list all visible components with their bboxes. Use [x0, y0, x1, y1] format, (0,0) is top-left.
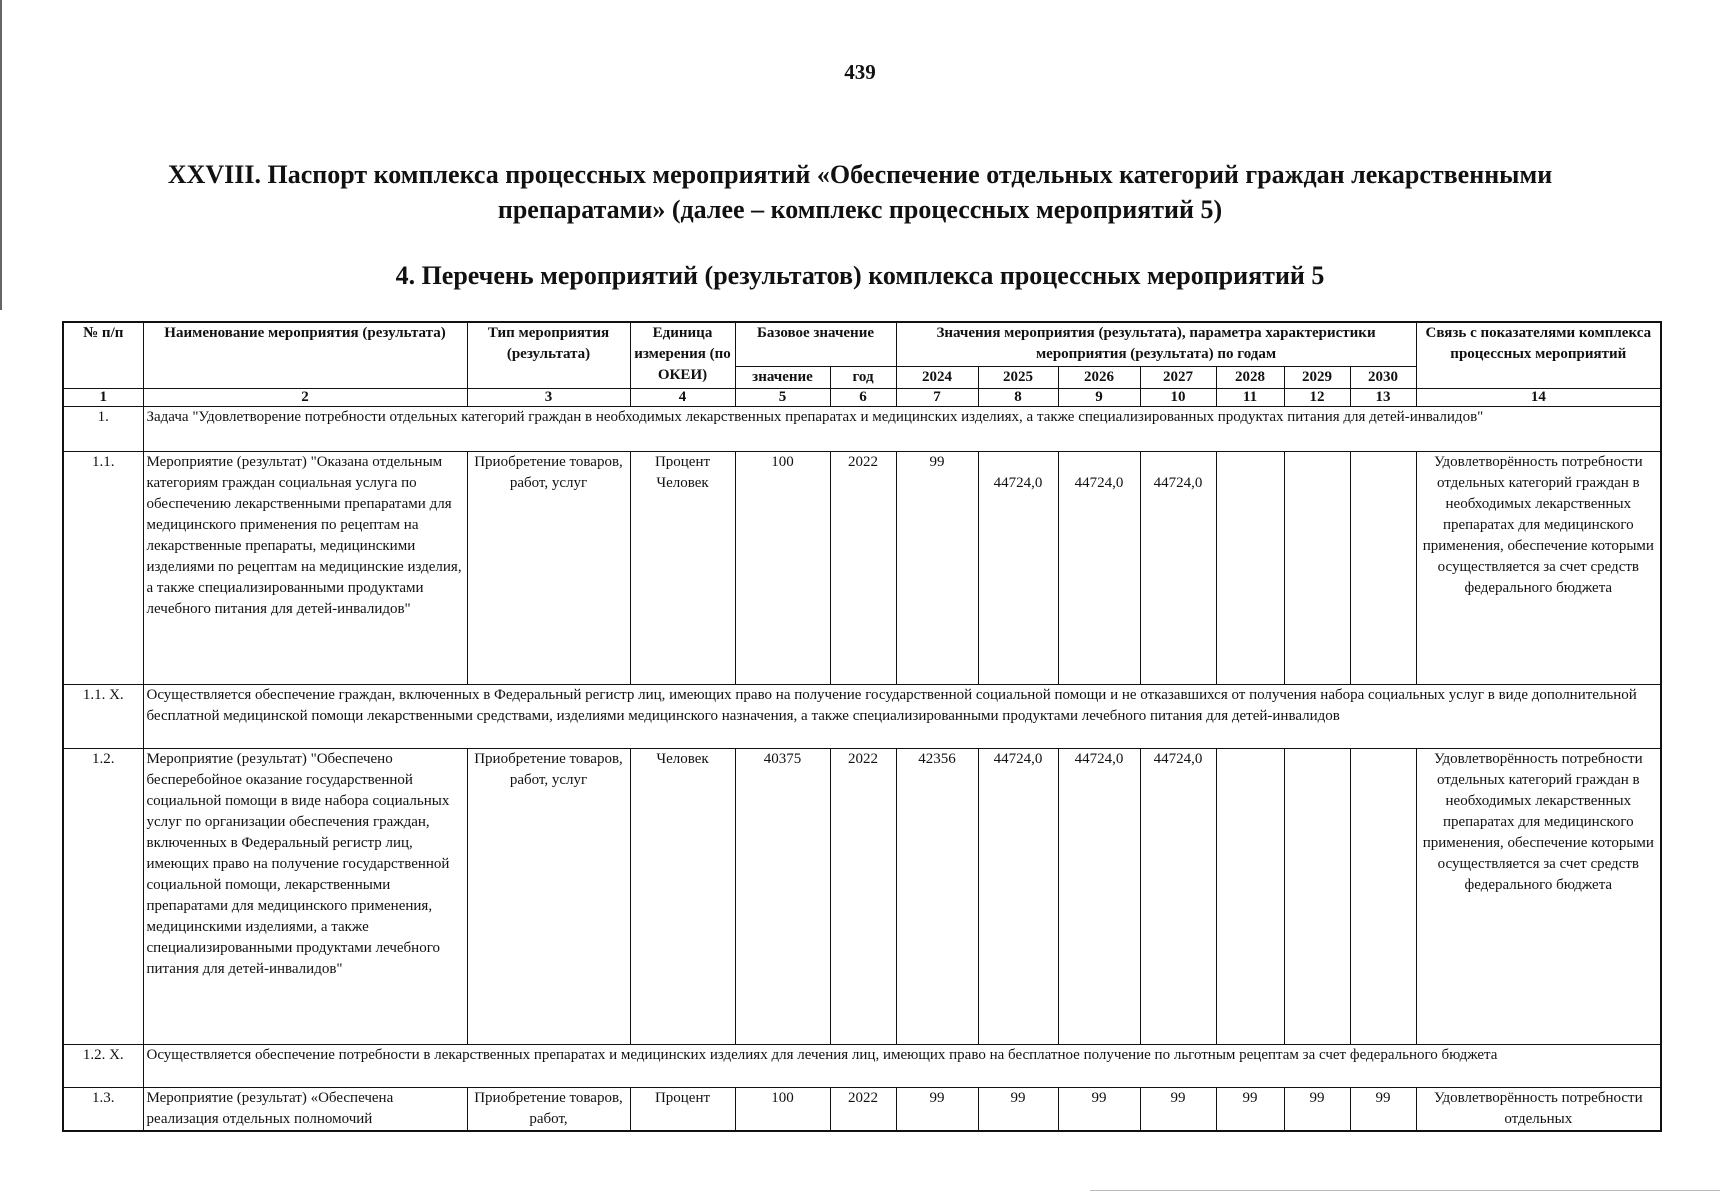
col-number: 3	[467, 388, 630, 406]
row-value-2026: 44724,0	[1058, 748, 1140, 1044]
col-number: 6	[830, 388, 896, 406]
row-value-2024: 99	[896, 451, 978, 684]
row-value-2029	[1284, 451, 1350, 684]
row-name: Мероприятие (результат) "Обеспечено бесперебойное оказание государственной социальной помощи в виде набора социальных услуг по организации обеспечения граждан, включенных в Федеральный регистр лиц, имеющих право на получение государственной социальной помощи, лекарственными препаратами для медицинского применения, медицинскими изделиями, а также специализированными продуктами лечебного питания для детей-инвалидов"	[143, 748, 467, 1044]
row-value-2025: 44724,0	[978, 748, 1058, 1044]
row-value-2027-text: 44724,0	[1153, 474, 1203, 491]
header-name: Наименование мероприятия (результата)	[143, 322, 467, 388]
row-value-2027: 44724,0	[1140, 748, 1216, 1044]
col-number: 12	[1284, 388, 1350, 406]
row-value-2029	[1284, 748, 1350, 1044]
page-title	[60, 157, 1660, 227]
table-row	[63, 1044, 1661, 1087]
header-type: Тип мероприятия (результата)	[467, 322, 630, 388]
row-name: Мероприятие (результат) «Обеспечена реализация отдельных полномочий	[143, 1087, 467, 1131]
row-name: Мероприятие (результат) "Оказана отдельным категориям граждан социальная услуга по обеспечению лекарственными препаратами для медицинского применения по рецептам на лекарственные препараты, медицинскими изделиями по рецептам на медицинские изделия, а также специализированными продуктами лечебного питания для детей-инвалидов"	[143, 451, 467, 684]
note-text: Осуществляется обеспечение потребности в лекарственных препаратах и медицинских изделиях для лечения лиц, имеющих право на бесплатное получение по льготным рецептам за счет федерального бюджета	[143, 1044, 1661, 1087]
row-link: Удовлетворённость потребности отдельных	[1416, 1087, 1661, 1131]
row-base-year: 2022	[830, 1087, 896, 1131]
row-unit: Процент	[630, 1087, 735, 1131]
header-year-2028: 2028	[1216, 366, 1284, 388]
col-number: 10	[1140, 388, 1216, 406]
row-value-2026-text: 44724,0	[1074, 474, 1124, 491]
row-value-2026: 99	[1058, 1087, 1140, 1131]
row-base-year: 2022	[830, 748, 896, 1044]
note-num: 1.2. X.	[63, 1044, 143, 1087]
row-value-2030: 99	[1350, 1087, 1416, 1131]
col-number: 1	[63, 388, 143, 406]
task-text: Задача "Удовлетворение потребности отдельных категорий граждан в необходимых лекарственных препаратах и медицинских изделиях, а также специализированных продуктах питания для детей-инвалидов"	[143, 406, 1661, 451]
row-value-2026	[1058, 451, 1140, 684]
col-number: 11	[1216, 388, 1284, 406]
header-year-2029: 2029	[1284, 366, 1350, 388]
row-value-2029: 99	[1284, 1087, 1350, 1131]
row-type: Приобретение товаров, работ, услуг	[467, 748, 630, 1044]
header-unit: Единица измерения (по ОКЕИ)	[630, 322, 735, 388]
header-num: № п/п	[63, 322, 143, 388]
page-title-line-1: XXVIII. Паспорт комплекса процессных мероприятий «Обеспечение отдельных категорий граждан лекарственными	[167, 160, 1553, 189]
col-number: 8	[978, 388, 1058, 406]
row-num: 1.2.	[63, 748, 143, 1044]
note-text: Осуществляется обеспечение граждан, включенных в Федеральный регистр лиц, имеющих право на получение государственной социальной помощи и не отказавшихся от получения набора социальных услуг в виде дополнительной бесплатной медицинской помощи лекарственными средствами, изделиями медицинского назначения, а также специализированными продуктами лечебного питания для детей-инвалидов	[143, 684, 1661, 748]
section-title: 4. Перечень мероприятий (результатов) комплекса процессных мероприятий 5	[395, 261, 1325, 290]
col-number: 13	[1350, 388, 1416, 406]
row-value-2024: 99	[896, 1087, 978, 1131]
col-number: 2	[143, 388, 467, 406]
row-value-2024: 42356	[896, 748, 978, 1044]
task-num: 1.	[63, 406, 143, 451]
row-base-year: 2022	[830, 451, 896, 684]
table-row	[63, 1087, 1661, 1131]
row-value-2028	[1216, 451, 1284, 684]
header-year-2027: 2027	[1140, 366, 1216, 388]
page-number: 439	[844, 60, 876, 84]
row-base-value: 100	[735, 1087, 830, 1131]
row-value-2027: 99	[1140, 1087, 1216, 1131]
table-row	[63, 406, 1661, 451]
header-base: Базовое значение	[735, 322, 896, 366]
col-number: 7	[896, 388, 978, 406]
row-value-2028	[1216, 748, 1284, 1044]
page-title-line-2: препаратами» (далее – комплекс процессных мероприятий 5)	[497, 195, 1223, 224]
row-value-2027	[1140, 451, 1216, 684]
table-row	[63, 748, 1661, 1044]
header-base-value: значение	[735, 366, 830, 388]
row-value-2030	[1350, 451, 1416, 684]
scan-edge-line	[0, 0, 2, 310]
header-values: Значения мероприятия (результата), параметра характеристики мероприятия (результата) по годам	[896, 322, 1416, 366]
header-base-year: год	[830, 366, 896, 388]
col-number: 4	[630, 388, 735, 406]
header-year-2030: 2030	[1350, 366, 1416, 388]
header-year-2026: 2026	[1058, 366, 1140, 388]
row-link: Удовлетворённость потребности отдельных категорий граждан в необходимых лекарственных препаратах для медицинского применения, обеспечение которыми осуществляется за счет средств федерального бюджета	[1416, 748, 1661, 1044]
col-number: 14	[1416, 388, 1661, 406]
table-row	[63, 684, 1661, 748]
row-base-value: 40375	[735, 748, 830, 1044]
row-value-2028: 99	[1216, 1087, 1284, 1131]
col-number: 5	[735, 388, 830, 406]
row-unit-percent: Процент	[654, 453, 711, 470]
row-value-2025: 99	[978, 1087, 1058, 1131]
scan-bottom-line	[1090, 1190, 1720, 1191]
row-unit	[630, 451, 735, 684]
header-year-2024: 2024	[896, 366, 978, 388]
row-base-value: 100	[735, 451, 830, 684]
row-type: Приобретение товаров, работ,	[467, 1087, 630, 1131]
measures-table	[62, 321, 1662, 1132]
row-link: Удовлетворённость потребности отдельных категорий граждан в необходимых лекарственных препаратах для медицинского применения, обеспечение которыми осуществляется за счет средств федерального бюджета	[1416, 451, 1661, 684]
col-number: 9	[1058, 388, 1140, 406]
table-row	[63, 451, 1661, 684]
row-value-2025	[978, 451, 1058, 684]
note-num: 1.1. X.	[63, 684, 143, 748]
row-unit-people: Человек	[656, 474, 709, 491]
row-value-2030	[1350, 748, 1416, 1044]
header-year-2025: 2025	[978, 366, 1058, 388]
row-type: Приобретение товаров, работ, услуг	[467, 451, 630, 684]
row-num: 1.1.	[63, 451, 143, 684]
row-value-2025-text: 44724,0	[993, 474, 1043, 491]
row-unit: Человек	[630, 748, 735, 1044]
row-num: 1.3.	[63, 1087, 143, 1131]
header-link: Связь с показателями комплекса процессных мероприятий	[1416, 322, 1661, 388]
